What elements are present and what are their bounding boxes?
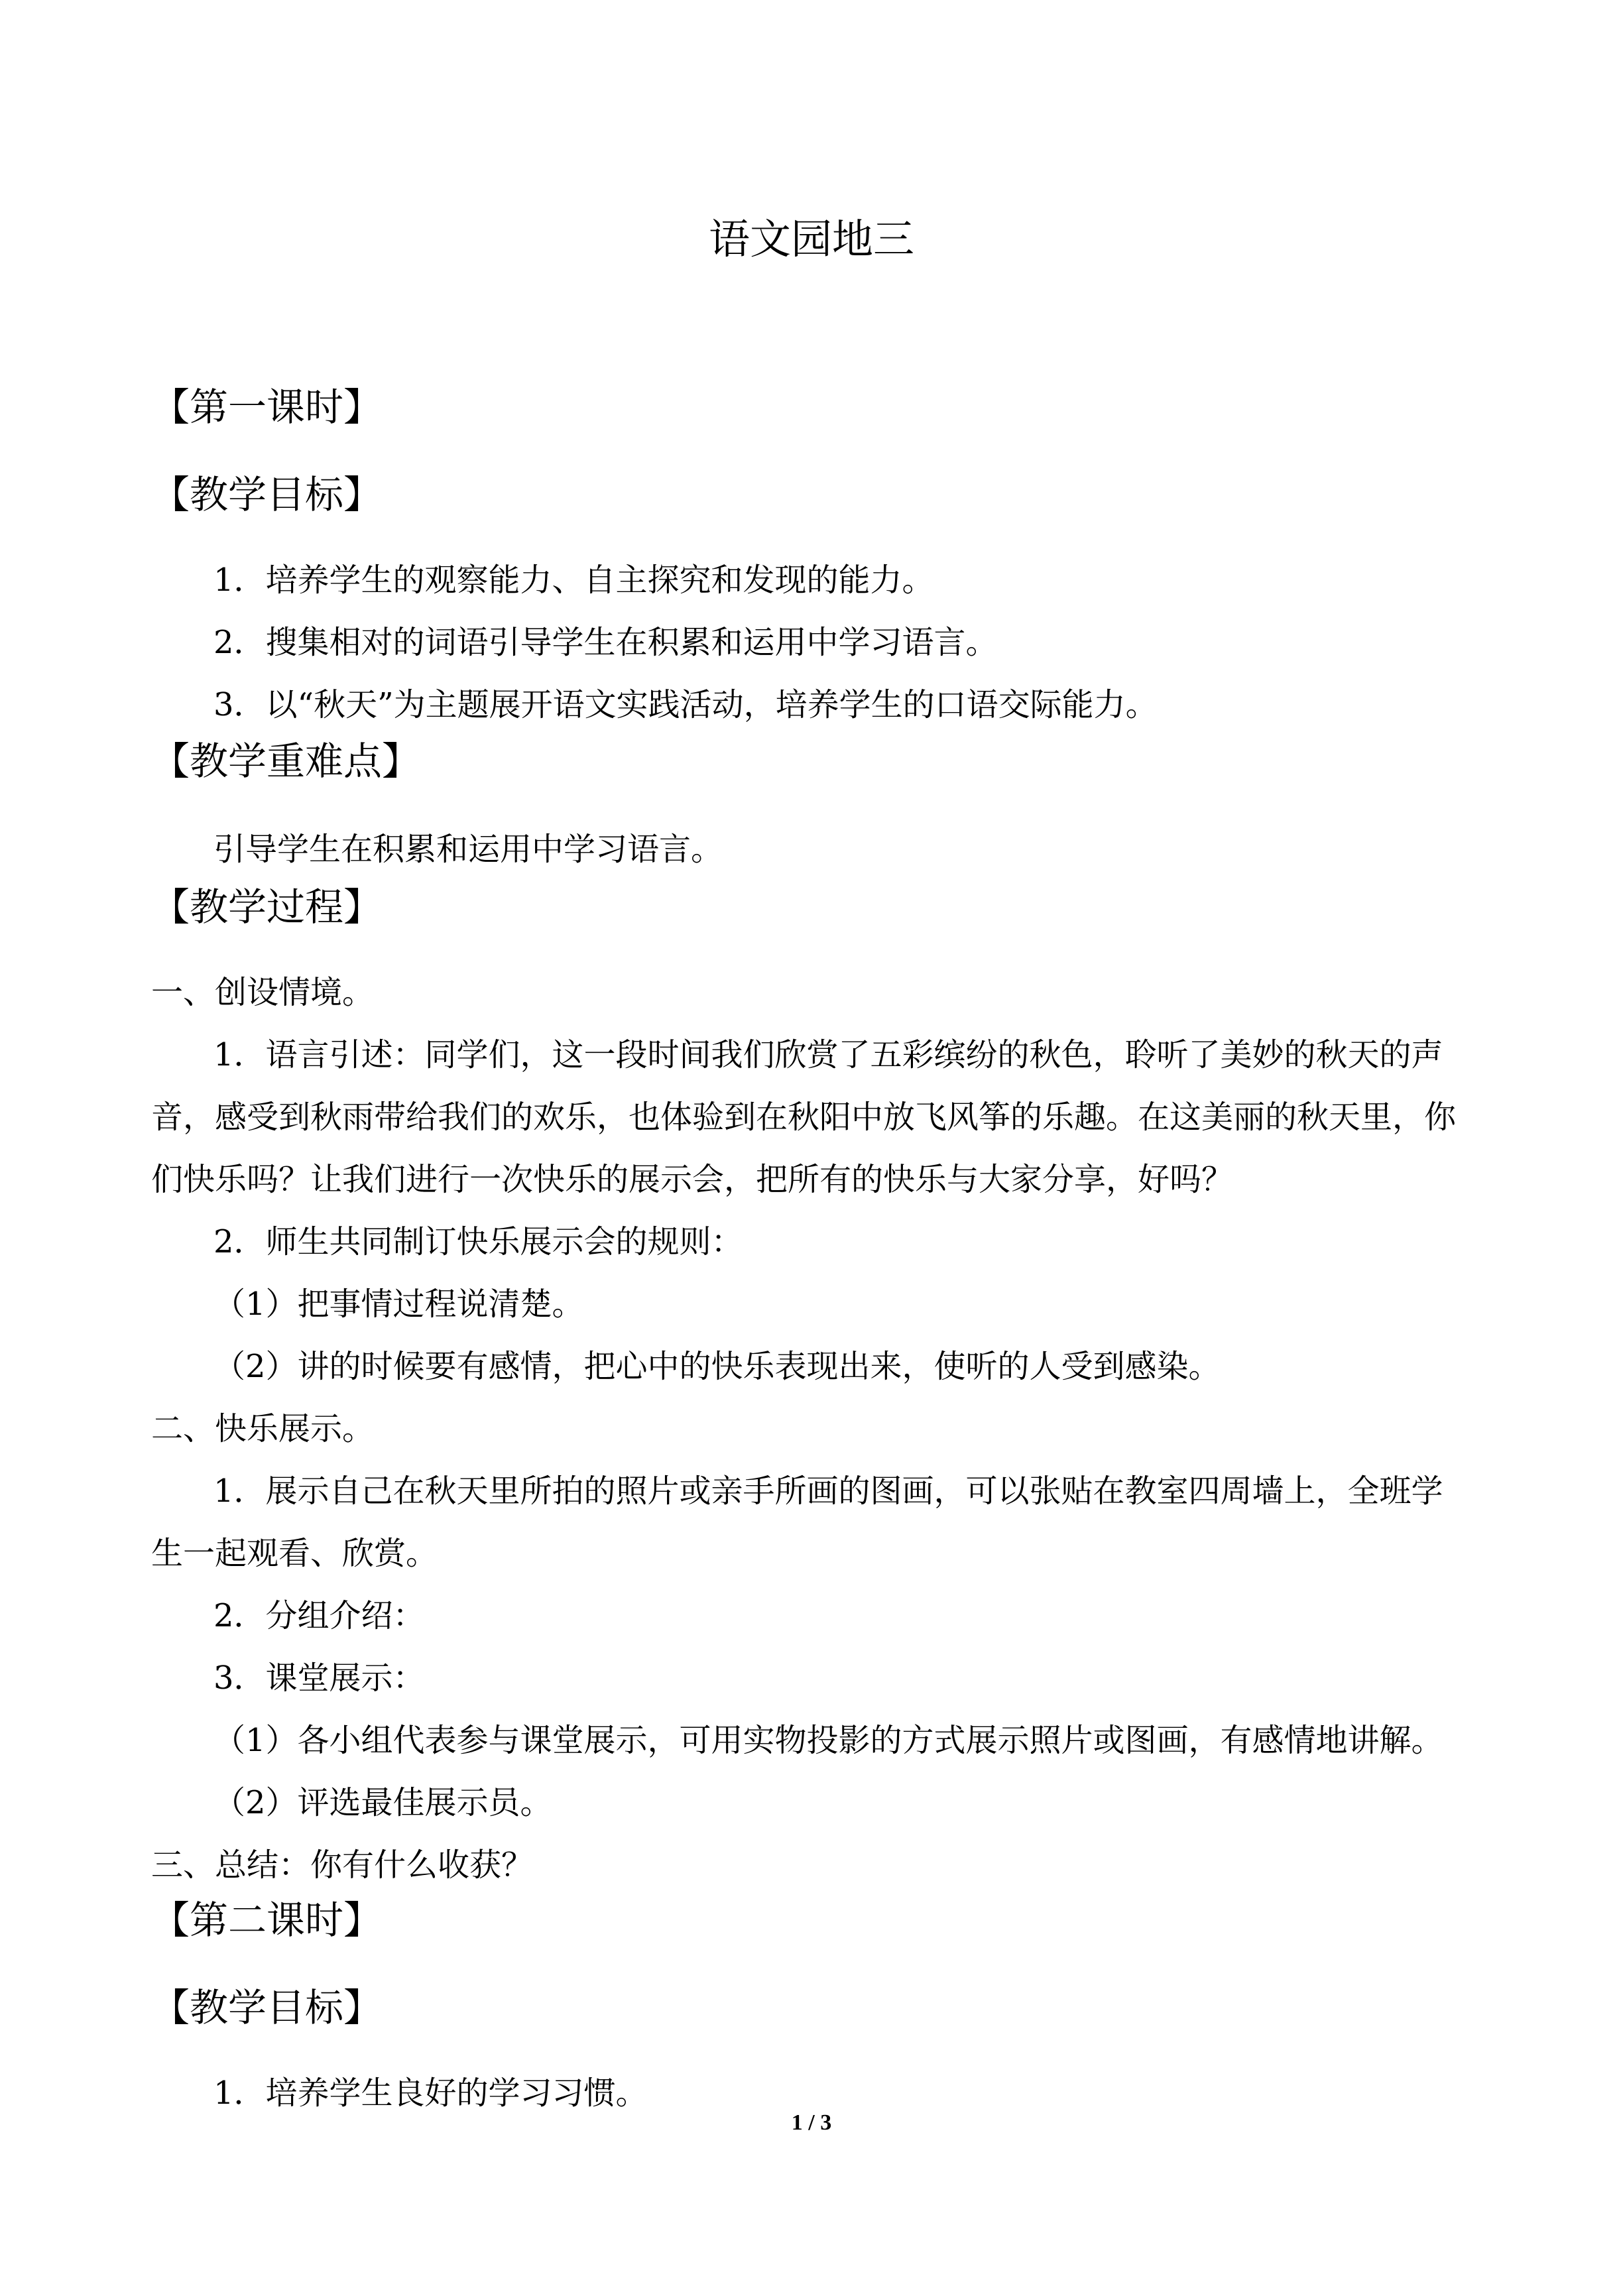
process-line: （1）把事情过程说清楚。 — [213, 1286, 584, 1323]
process-line: 2．分组介绍： — [213, 1597, 425, 1634]
lesson1-goal-3: 3．以“秋天”为主题展开语文实践活动，培养学生的口语交际能力。 — [213, 686, 1158, 723]
lesson2-goals-heading: 【教学目标】 — [151, 1985, 383, 2030]
lesson1-label: 【第一课时】 — [151, 385, 383, 430]
process-section-2: 二、快乐展示。 — [151, 1410, 375, 1447]
process-line: （2）讲的时候要有感情，把心中的快乐表现出来，使听的人受到感染。 — [213, 1348, 1221, 1385]
lesson2-goal-1: 1．培养学生良好的学习习惯。 — [213, 2075, 648, 2112]
lesson2-label: 【第二课时】 — [151, 1898, 383, 1943]
lesson1-key-heading: 【教学重难点】 — [151, 739, 421, 784]
process-section-1: 一、创设情境。 — [151, 974, 375, 1011]
lesson1-process-heading: 【教学过程】 — [151, 884, 383, 930]
process-line: 生一起观看、欣赏。 — [151, 1535, 438, 1572]
lesson1-goals-heading: 【教学目标】 — [151, 472, 383, 517]
page-number: 1 / 3 — [791, 2110, 832, 2135]
process-line: 音，感受到秋雨带给我们的欢乐，也体验到在秋阳中放飞风筝的乐趣。在这美丽的秋天里，你 — [151, 1099, 1457, 1136]
process-line: （2）评选最佳展示员。 — [213, 1784, 552, 1821]
lesson1-goal-1: 1．培养学生的观察能力、自主探究和发现的能力。 — [213, 562, 934, 599]
lesson1-key-text: 引导学生在积累和运用中学习语言。 — [213, 831, 723, 868]
process-line: 1．展示自己在秋天里所拍的照片或亲手所画的图画，可以张贴在教室四周墙上，全班学 — [213, 1473, 1443, 1510]
process-line: 们快乐吗？让我们进行一次快乐的展示会，把所有的快乐与大家分享，好吗？ — [151, 1161, 1234, 1198]
process-section-3: 三、总结：你有什么收获？ — [151, 1846, 534, 1884]
process-line: 3．课堂展示： — [213, 1660, 425, 1697]
process-line: 2．师生共同制订快乐展示会的规则： — [213, 1223, 743, 1260]
document-title: 语文园地三 — [708, 215, 914, 263]
lesson1-goal-2: 2．搜集相对的词语引导学生在积累和运用中学习语言。 — [213, 624, 998, 661]
process-line: 1．语言引述：同学们，这一段时间我们欣赏了五彩缤纷的秋色，聆听了美妙的秋天的声 — [213, 1036, 1443, 1073]
process-line: （1）各小组代表参与课堂展示，可用实物投影的方式展示照片或图画，有感情地讲解。 — [213, 1722, 1443, 1759]
